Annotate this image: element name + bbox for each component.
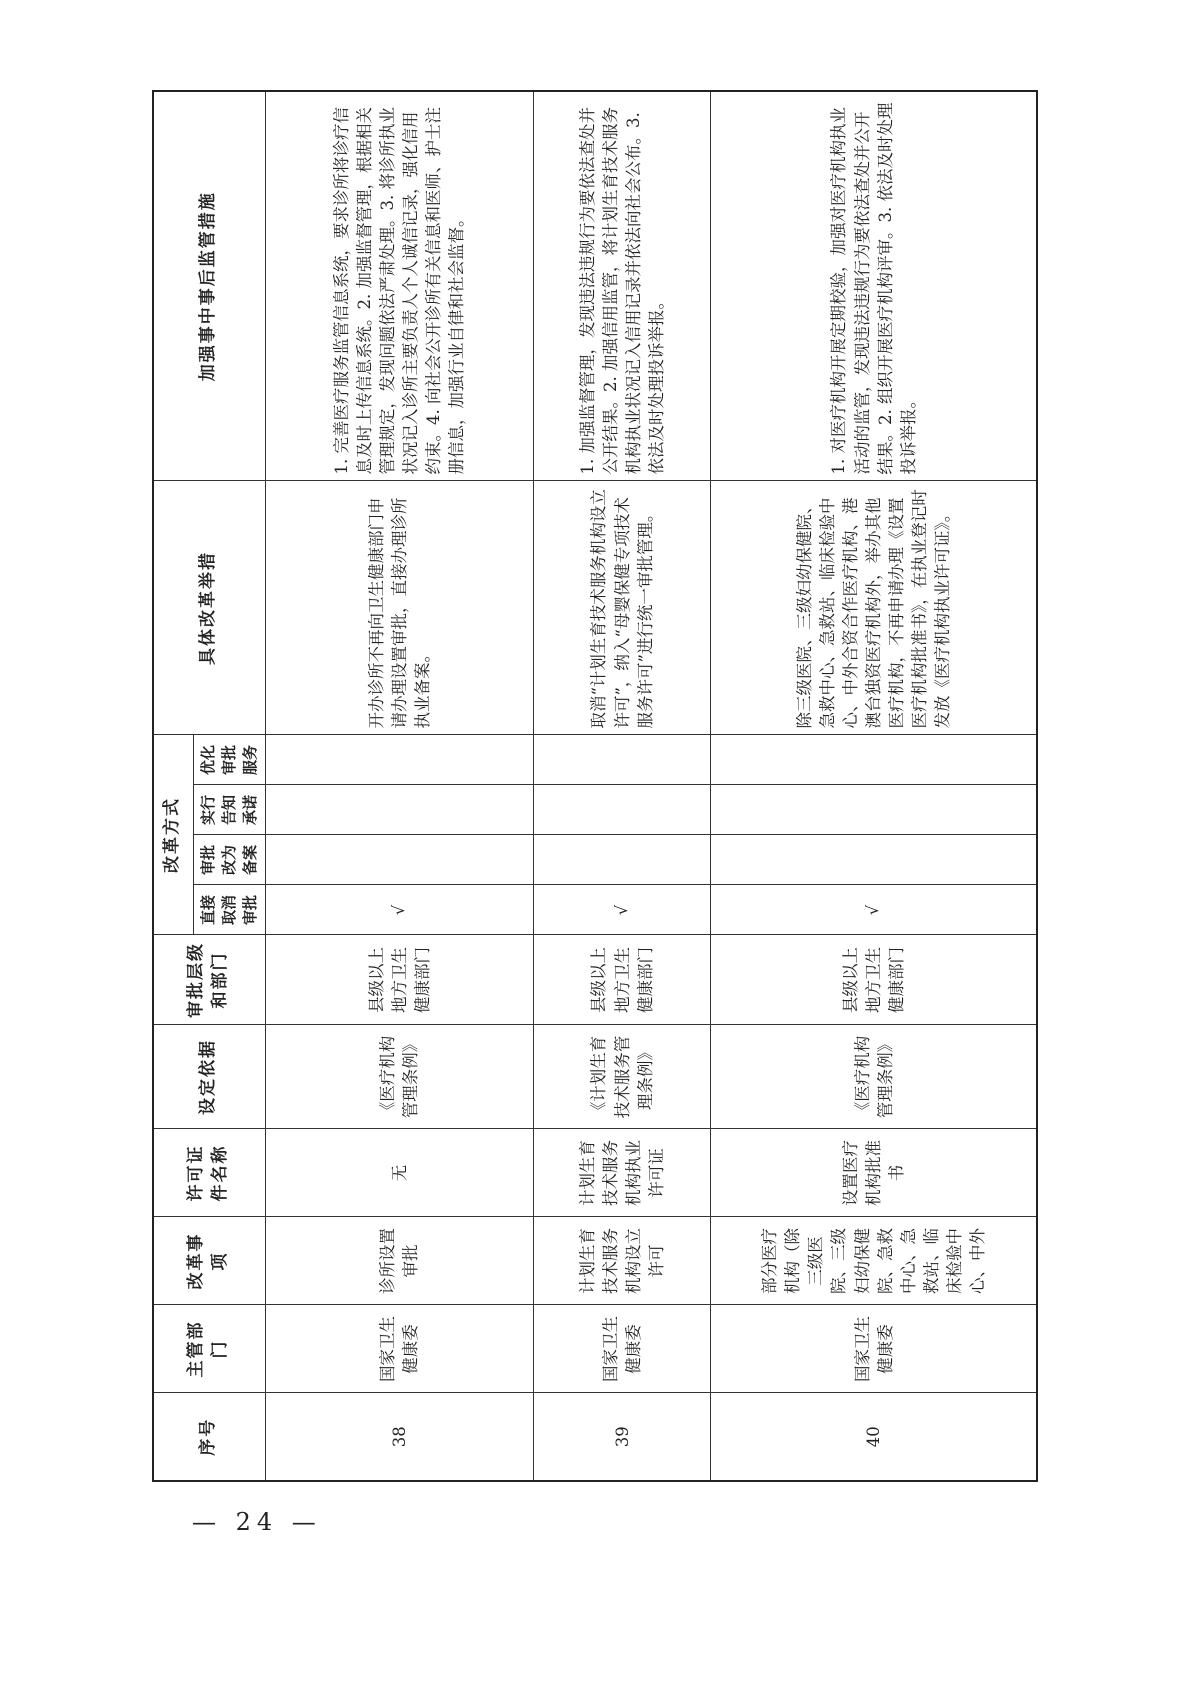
header-basis: 设定依据 xyxy=(153,1025,265,1129)
cell-supervision: 1. 对医疗机构开展定期校验，加强对医疗机构执业活动的监管，发现违法违规行为要依法查处并公开结果。2. 组织开展医疗机构评审。3. 依法及时处理投诉举报。 xyxy=(711,91,1037,481)
cell-m4 xyxy=(711,735,1037,785)
header-m3: 实行告知承诺 xyxy=(193,785,265,835)
cell-m4 xyxy=(533,735,711,785)
cell-basis: 《计划生育技术服务管理条例》 xyxy=(533,1025,711,1129)
cell-measures: 开办诊所不再向卫生健康部门申请办理设置审批，直接办理诊所执业备案。 xyxy=(265,481,533,735)
cell-seq: 40 xyxy=(711,1393,1037,1481)
header-measures: 具体改革举措 xyxy=(153,481,265,735)
cell-seq: 39 xyxy=(533,1393,711,1481)
header-m4: 优化审批服务 xyxy=(193,735,265,785)
cell-m1: √ xyxy=(711,885,1037,935)
cell-m2 xyxy=(265,835,533,885)
cell-m1: √ xyxy=(533,885,711,935)
table-row xyxy=(533,91,711,1481)
rotated-table-wrapper xyxy=(152,102,1038,1482)
cell-basis: 《医疗机构管理条例》 xyxy=(265,1025,533,1129)
cell-basis: 《医疗机构管理条例》 xyxy=(711,1025,1037,1129)
header-level: 审批层级和部门 xyxy=(153,935,265,1025)
header-license: 许可证件名称 xyxy=(153,1129,265,1217)
cell-item: 诊所设置审批 xyxy=(265,1217,533,1305)
cell-dept: 国家卫生健康委 xyxy=(265,1305,533,1393)
cell-item: 计划生育技术服务机构设立许可 xyxy=(533,1217,711,1305)
cell-dept: 国家卫生健康委 xyxy=(533,1305,711,1393)
page-number: — 24 — xyxy=(192,1508,322,1536)
reform-table xyxy=(152,90,1038,1482)
header-row xyxy=(153,91,193,1481)
cell-m2 xyxy=(533,835,711,885)
cell-m3 xyxy=(533,785,711,835)
cell-license: 设置医疗机构批准书 xyxy=(711,1129,1037,1217)
cell-m2 xyxy=(711,835,1037,885)
cell-seq: 38 xyxy=(265,1393,533,1481)
cell-license: 计划生育技术服务机构执业许可证 xyxy=(533,1129,711,1217)
cell-m4 xyxy=(265,735,533,785)
header-reform: 改革方式 xyxy=(153,735,193,935)
cell-supervision: 1. 完善医疗服务监管信息系统，要求诊所将诊疗信息及时上传信息系统。2. 加强监督管理，根据相关管理规定，发现问题依法严肃处理。3. 将诊所执业状况记入诊所主要负责人个人诚信记录，强化信用约束。4. 向社会公开诊所有关信息和医师、护士注册信息，加强行业自律和社会监督。 xyxy=(265,91,533,481)
cell-m3 xyxy=(711,785,1037,835)
cell-dept: 国家卫生健康委 xyxy=(711,1305,1037,1393)
cell-license: 无 xyxy=(265,1129,533,1217)
cell-level: 县级以上地方卫生健康部门 xyxy=(533,935,711,1025)
cell-supervision: 1. 加强监督管理，发现违法违规行为要依法查处并公开结果。2. 加强信用监管，将计划生育技术服务机构执业状况记入信用记录并依法向社会公布。3. 依法及时处理投诉举报。 xyxy=(533,91,711,481)
header-m2: 审批改为备案 xyxy=(193,835,265,885)
cell-m1: √ xyxy=(265,885,533,935)
header-seq: 序号 xyxy=(153,1393,265,1481)
cell-measures: 除三级医院、三级妇幼保健院、急救中心、急救站、临床检验中心、中外合资合作医疗机构、港澳台独资医疗机构外，举办其他医疗机构，不再申请办理《设置医疗机构批准书》，在执业登记时发放《医疗机构执业许可证》。 xyxy=(711,481,1037,735)
cell-m3 xyxy=(265,785,533,835)
cell-level: 县级以上地方卫生健康部门 xyxy=(711,935,1037,1025)
header-m1: 直接取消审批 xyxy=(193,885,265,935)
header-supervision: 加强事中事后监管措施 xyxy=(153,91,265,481)
cell-measures: 取消“计划生育技术服务机构设立许可”，纳入“母婴保健专项技术服务许可”进行统一审批管理。 xyxy=(533,481,711,735)
header-item: 改革事项 xyxy=(153,1217,265,1305)
table-row xyxy=(711,91,1037,1481)
header-dept: 主管部门 xyxy=(153,1305,265,1393)
table-row xyxy=(265,91,533,1481)
cell-item: 部分医疗机构（除三级医院、三级妇幼保健院、急救中心、急救站、临床检验中心、中外 xyxy=(711,1217,1037,1305)
cell-level: 县级以上地方卫生健康部门 xyxy=(265,935,533,1025)
